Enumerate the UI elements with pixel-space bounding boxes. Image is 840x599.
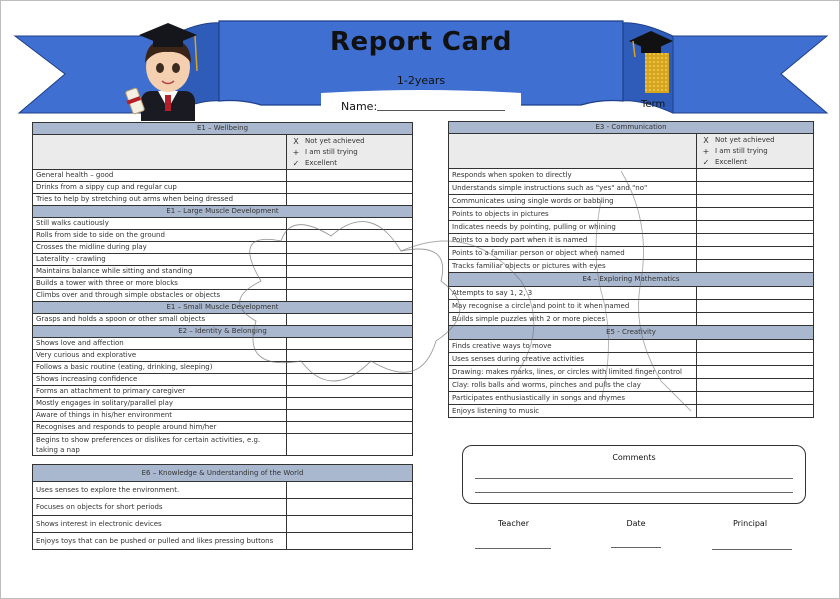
- skill-label: Participates enthusiastically in songs and rhymes: [449, 392, 697, 405]
- ribbon-right-tail: [673, 36, 827, 113]
- table-row: [33, 499, 413, 516]
- teacher-signature-line[interactable]: [475, 548, 551, 549]
- comments-box[interactable]: [462, 445, 806, 504]
- legend-text: I am still trying: [305, 148, 358, 156]
- comment-line[interactable]: [475, 492, 793, 493]
- skill-label: Mostly engages in solitary/parallel play: [33, 398, 287, 410]
- skill-label: Communicates using single words or babbling: [449, 195, 697, 208]
- comment-line[interactable]: [475, 478, 793, 479]
- skill-label: Still walks cautiously: [33, 218, 287, 230]
- skill-label: Forms an attachment to primary caregiver: [33, 386, 287, 398]
- page-title: Report Card: [330, 27, 512, 57]
- skill-label: Aware of things in his/her environment: [33, 410, 287, 422]
- section-heading: E1 – Large Muscle Development: [33, 206, 413, 218]
- check-icon: ✓: [702, 158, 710, 167]
- skill-label: Builds a tower with three or more blocks: [33, 278, 287, 290]
- section-heading: E2 – Identity & Belonging: [33, 326, 413, 338]
- skill-label: Shows love and affection: [33, 338, 287, 350]
- section-heading: E1 – Small Muscle Development: [33, 302, 413, 314]
- rating-cell[interactable]: [287, 533, 413, 550]
- not-achieved-symbol: X: [293, 137, 299, 146]
- skill-label: Uses senses during creative activities: [449, 353, 697, 366]
- legend-text: Excellent: [715, 158, 747, 166]
- principal-signature-line[interactable]: [712, 549, 792, 550]
- legend-text: I am still trying: [715, 147, 768, 155]
- age-range-subtitle: 1-2years: [396, 74, 446, 87]
- teacher-label: Teacher: [497, 519, 530, 528]
- skill-label: Maintains balance while sitting and standing: [33, 266, 287, 278]
- principal-label: Principal: [732, 519, 768, 528]
- doodle-overlay: [221, 161, 721, 421]
- skill-label: Builds simple puzzles with 2 or more pieces: [449, 313, 697, 326]
- table-row: [33, 482, 413, 499]
- skill-label: Rolls from side to side on the ground: [33, 230, 287, 242]
- check-icon: ✓: [292, 159, 300, 168]
- skill-label: Enjoys toys that can be pushed or pulled and likes pressing buttons: [33, 533, 287, 550]
- not-achieved-symbol: X: [703, 136, 709, 145]
- name-label: Name:: [341, 100, 378, 113]
- skill-label: Points to objects in pictures: [449, 208, 697, 221]
- still-trying-symbol: +: [292, 148, 300, 157]
- skill-label: Attempts to say 1, 2, 3: [449, 287, 697, 300]
- skill-label: Focuses on objects for short periods: [33, 499, 287, 516]
- comments-title: Comments: [612, 453, 656, 462]
- skill-label: Grasps and holds a spoon or other small objects: [33, 314, 287, 326]
- table-row: [33, 434, 413, 456]
- skill-label: Uses senses to explore the environment.: [33, 482, 287, 499]
- skill-label: Shows increasing confidence: [33, 374, 287, 386]
- section-heading: E6 – Knowledge & Understanding of the World: [33, 465, 413, 482]
- skill-label: Points to a familiar person or object when named: [449, 247, 697, 260]
- skill-label: Points to a body part when it is named: [449, 234, 697, 247]
- section-heading: E3 - Communication: [449, 122, 814, 134]
- term-label: Term: [641, 99, 666, 110]
- skill-label: Drinks from a sippy cup and regular cup: [33, 182, 287, 194]
- skill-label: Clay: rolls balls and worms, pinches and pulls the clay: [449, 379, 697, 392]
- skill-label: Responds when spoken to directly: [449, 169, 697, 182]
- date-signature-line[interactable]: [611, 547, 661, 548]
- date-label: Date: [626, 519, 646, 528]
- legend-text: Not yet achieved: [305, 137, 365, 145]
- skill-label: Indicates needs by pointing, pulling or whining: [449, 221, 697, 234]
- skill-label: Crosses the midline during play: [33, 242, 287, 254]
- legend-text: Excellent: [305, 159, 337, 167]
- rating-cell[interactable]: [287, 499, 413, 516]
- skill-label: Climbs over and through simple obstacles or objects: [33, 290, 287, 302]
- rating-cell[interactable]: [287, 516, 413, 533]
- table-row: [33, 422, 413, 434]
- e6-assessment-table: [32, 464, 413, 550]
- name-field[interactable]: [377, 110, 505, 111]
- skill-label: Follows a basic routine (eating, drinking, sleeping): [33, 362, 287, 374]
- section-heading: E5 - Creativity: [449, 326, 814, 340]
- skill-label: General health – good: [33, 170, 287, 182]
- section-heading: E1 – Wellbeing: [33, 123, 413, 135]
- skill-label: Recognises and responds to people around him/her: [33, 422, 287, 434]
- section-heading: E4 – Exploring Mathematics: [449, 273, 814, 287]
- header-banner: [1, 1, 840, 121]
- skill-label: Understands simple instructions such as "yes" and "no": [449, 182, 697, 195]
- skill-label: Finds creative ways to move: [449, 340, 697, 353]
- table-row: [33, 516, 413, 533]
- table-row: [33, 533, 413, 550]
- skill-label: Enjoys listening to music: [449, 405, 697, 418]
- skill-label: Tries to help by stretching out arms when being dressed: [33, 194, 287, 206]
- still-trying-symbol: +: [702, 147, 710, 156]
- skill-label: Shows interest in electronic devices: [33, 516, 287, 533]
- rating-cell[interactable]: [287, 434, 413, 456]
- skill-label: Laterality - crawling: [33, 254, 287, 266]
- skill-label: Begins to show preferences or dislikes for certain activities, e.g. taking a nap: [33, 434, 287, 456]
- skill-label: Drawing: makes marks, lines, or circles with limited finger control: [449, 366, 697, 379]
- legend-text: Not yet achieved: [715, 136, 775, 144]
- skill-label: Very curious and explorative: [33, 350, 287, 362]
- rating-cell[interactable]: [287, 422, 413, 434]
- rating-cell[interactable]: [287, 482, 413, 499]
- skill-label: May recognise a circle and point to it when named: [449, 300, 697, 313]
- skill-label: Tracks familiar objects or pictures with eyes: [449, 260, 697, 273]
